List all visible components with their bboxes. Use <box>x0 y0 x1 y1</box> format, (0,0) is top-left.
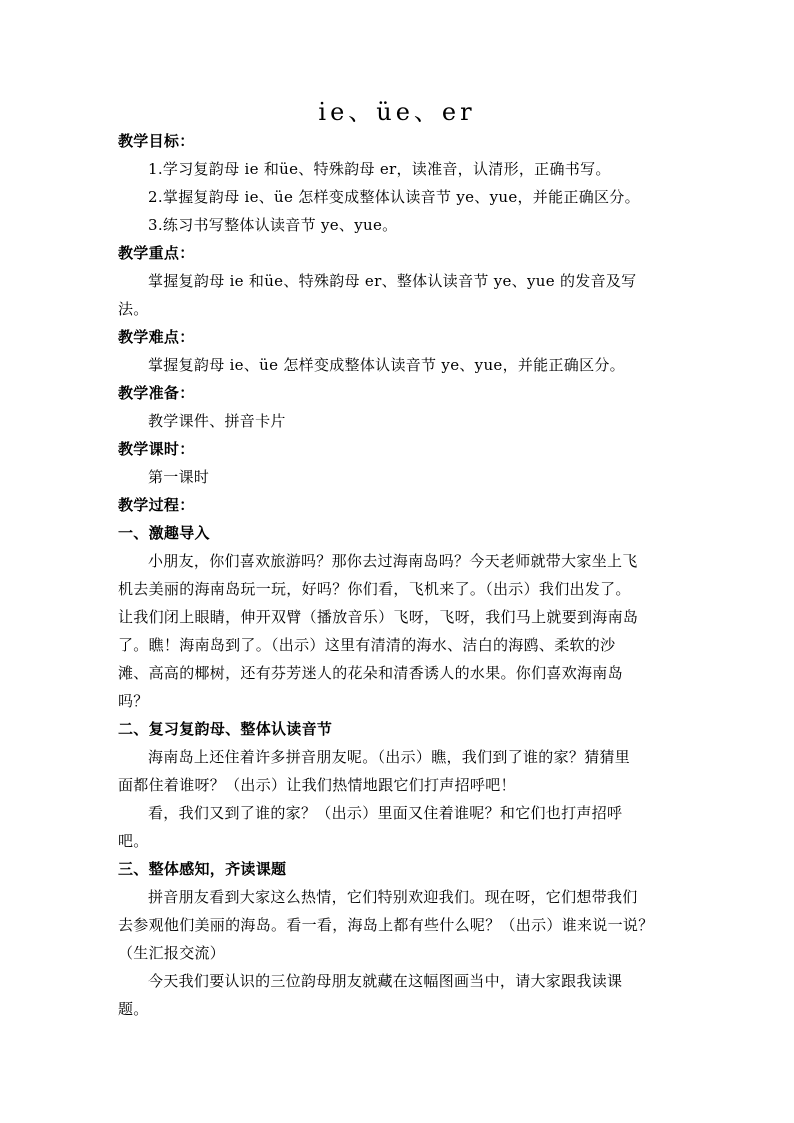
heading-difficulties: 教学难点： <box>118 328 195 346</box>
part2-line-1: 海南岛上还住着许多拼音朋友呢。（出示）瞧，我们到了谁的家？猜猜里 <box>148 748 631 766</box>
goal-item-3: 3.练习书写整体认读音节 ye、yue。 <box>148 216 398 234</box>
heading-key-points: 教学重点： <box>118 244 195 262</box>
difficulties-line-1: 掌握复韵母 ie、üe 怎样变成整体认读音节 ye、yue，并能正确区分。 <box>148 356 625 374</box>
heading-teaching-goals: 教学目标： <box>118 132 195 150</box>
part1-line-2: 机去美丽的海南岛玩一玩，好吗？你们看，飞机来了。（出示）我们出发了。 <box>118 580 631 598</box>
part2-line-2: 面都住着谁呀？（出示）让我们热情地跟它们打声招呼吧！ <box>118 776 516 794</box>
part3-line-4: 今天我们要认识的三位韵母朋友就藏在这幅图画当中，请大家跟我读课 <box>148 972 623 990</box>
part1-line-6: 吗？ <box>118 692 149 710</box>
heading-periods: 教学课时： <box>118 440 195 458</box>
part3-line-1: 拼音朋友看到大家这么热情，它们特别欢迎我们。现在呀，它们想带我们 <box>148 888 638 906</box>
heading-part-1: 一、激趣导入 <box>118 524 210 542</box>
goal-item-2: 2.掌握复韵母 ie、üe 怎样变成整体认读音节 ye、yue，并能正确区分。 <box>148 188 640 206</box>
part1-line-5: 滩、高高的椰树，还有芬芳迷人的花朵和清香诱人的水果。你们喜欢海南岛 <box>118 664 623 682</box>
part3-line-2: 去参观他们美丽的海岛。看一看，海岛上都有些什么呢？（出示）谁来说一说？ <box>118 916 654 934</box>
part1-line-3: 让我们闭上眼睛，伸开双臂（播放音乐）飞呀，飞呀，我们马上就要到海南岛 <box>118 608 639 626</box>
heading-preparation: 教学准备： <box>118 384 195 402</box>
part2-line-4: 吧。 <box>118 832 149 850</box>
goal-item-1: 1.学习复韵母 ie 和üe、特殊韵母 er，读准音，认清形，正确书写。 <box>148 160 611 178</box>
keypoints-line-1: 掌握复韵母 ie 和üe、特殊韵母 er、整体认读音节 ye、yue 的发音及写 <box>148 272 637 290</box>
page-title: ie、üe、er <box>318 98 476 126</box>
part1-line-4: 了。瞧！海南岛到了。（出示）这里有清清的海水、洁白的海鸥、柔软的沙 <box>118 636 616 654</box>
keypoints-line-2: 法。 <box>118 300 149 318</box>
heading-process: 教学过程： <box>118 496 195 514</box>
heading-part-3: 三、整体感知，齐读课题 <box>118 860 287 878</box>
heading-part-2: 二、复习复韵母、整体认读音节 <box>118 720 333 738</box>
periods-line-1: 第一课时 <box>148 468 210 486</box>
part1-line-1: 小朋友，你们喜欢旅游吗？那你去过海南岛吗？今天老师就带大家坐上飞 <box>148 552 638 570</box>
part3-line-3: （生汇报交流） <box>118 944 226 962</box>
part3-line-5: 题。 <box>118 1000 149 1018</box>
preparation-line-1: 教学课件、拼音卡片 <box>148 412 286 430</box>
part2-line-3: 看，我们又到了谁的家？（出示）里面又住着谁呢？和它们也打声招呼 <box>148 804 623 822</box>
